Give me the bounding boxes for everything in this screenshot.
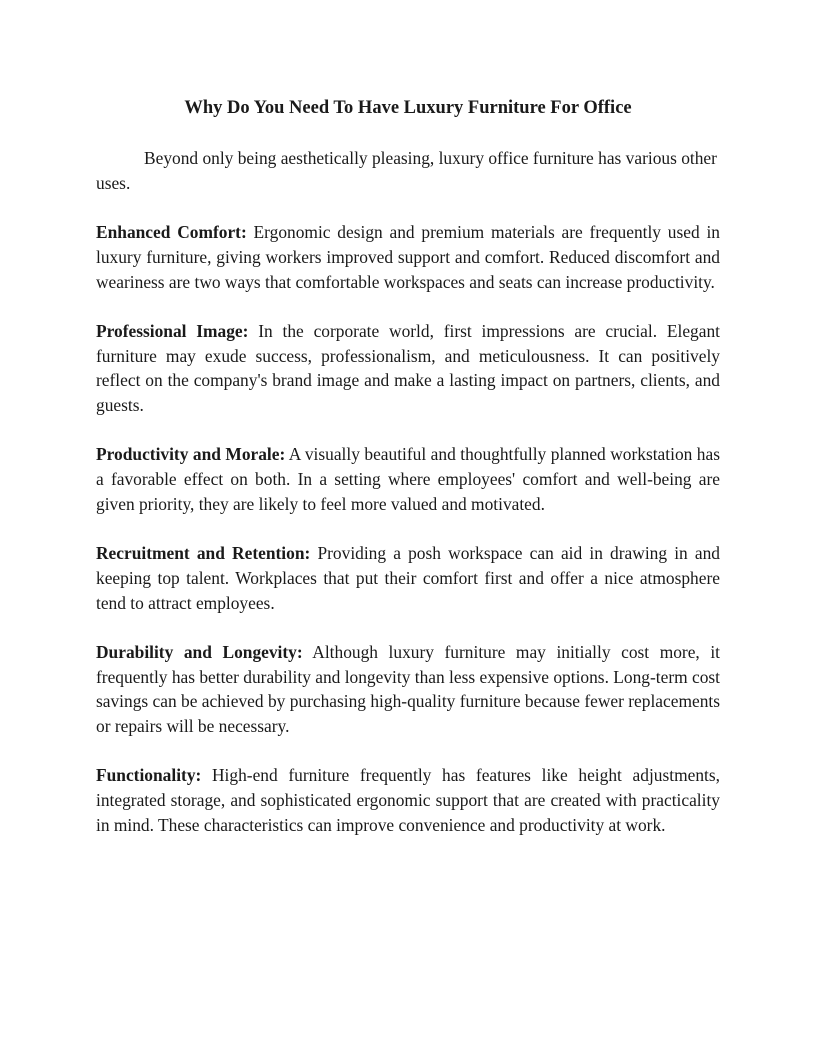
section-label: Productivity and Morale: bbox=[96, 444, 286, 465]
section-enhanced-comfort bbox=[96, 220, 720, 294]
section-label: Durability and Longevity: bbox=[96, 641, 303, 662]
section-label: Functionality: bbox=[96, 765, 202, 786]
section-durability-longevity bbox=[96, 640, 720, 739]
section-professional-image bbox=[96, 319, 720, 418]
document-title: Why Do You Need To Have Luxury Furniture For Office bbox=[184, 98, 632, 118]
section-text: Although luxury furniture may initially cost more, it frequently has better durability and longevity than less expensive options. Long-term cost savings can be achieved by purchasing high-quality furniture because fewer replacements or repairs will be necessary. bbox=[96, 641, 720, 737]
section-text: A visually beautiful and thoughtfully planned workstation has a favorable effect on both. In a setting where employees' comfort and well-being are given priority, they are likely to feel more valued and motivated. bbox=[96, 444, 720, 514]
document-page bbox=[96, 94, 720, 862]
section-label: Enhanced Comfort: bbox=[96, 222, 247, 243]
section-label: Recruitment and Retention: bbox=[96, 543, 311, 564]
section-text: High-end furniture frequently has features like height adjustments, integrated storage, and sophisticated ergonomic support that are created with practicality in mind. These characteristics can improve convenience and productivity at work. bbox=[96, 765, 720, 835]
section-text: Providing a posh workspace can aid in drawing in and keeping top talent. Workplaces that put their comfort first and offer a nice atmosphere tend to attract employees. bbox=[96, 543, 720, 613]
section-productivity-morale bbox=[96, 442, 720, 516]
intro-paragraph: Beyond only being aesthetically pleasing, luxury office furniture has various other uses. bbox=[96, 148, 717, 193]
section-recruitment-retention bbox=[96, 541, 720, 615]
section-text: In the corporate world, first impressions are crucial. Elegant furniture may exude success, professionalism, and meticulousness. It can positively reflect on the company's brand image and make a lasting impact on partners, clients, and guests. bbox=[96, 320, 720, 415]
section-text: Ergonomic design and premium materials are frequently used in luxury furniture, giving workers improved support and comfort. Reduced discomfort and weariness are two ways that comfortable workspaces and seats can increase productivity. bbox=[96, 222, 720, 292]
section-functionality bbox=[96, 763, 720, 837]
section-label: Professional Image: bbox=[96, 320, 249, 341]
